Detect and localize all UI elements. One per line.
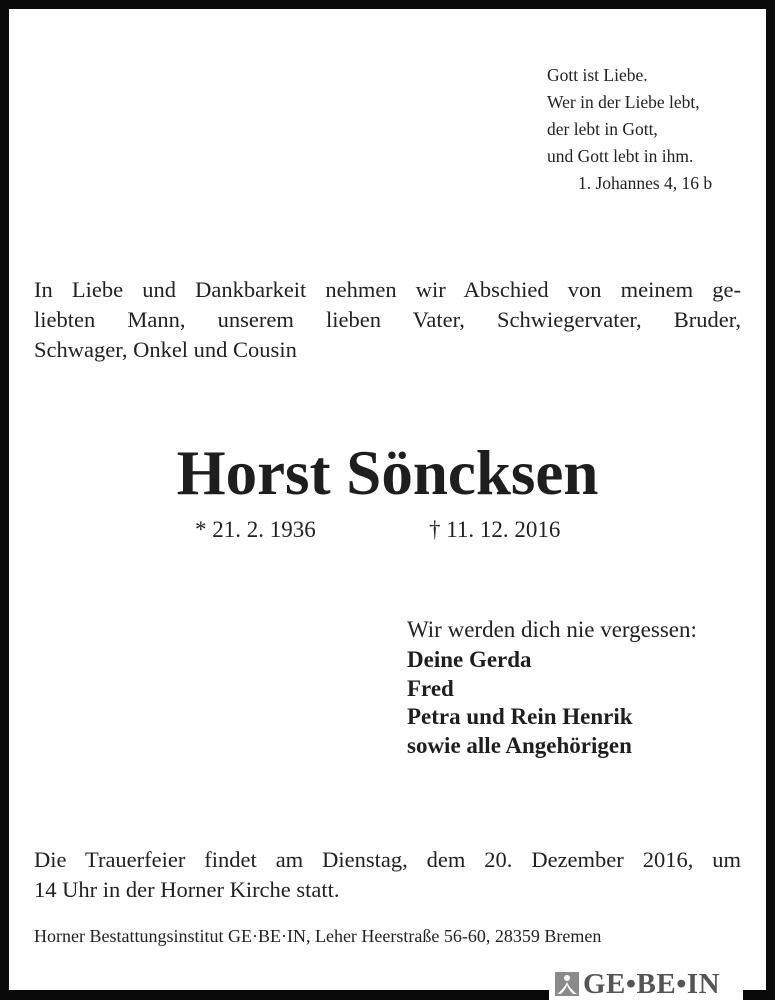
gebein-logo-icon (555, 972, 579, 996)
survivors-lead: Wir werden dich nie vergessen: (407, 617, 697, 642)
verse-line: der lebt in Gott, (547, 119, 658, 139)
birth-date: * 21. 2. 1936 (195, 517, 316, 542)
gebein-logo (549, 968, 743, 1000)
verse-reference: 1. Johannes 4, 16 b (578, 173, 713, 193)
funeral-notice (34, 845, 741, 905)
survivor-name: Petra und Rein Henrik (407, 704, 633, 729)
survivors-block (407, 615, 697, 760)
funeral-line: 14 Uhr in der Horner Kirche statt. (34, 877, 340, 902)
survivor-name: Deine Gerda (407, 647, 532, 672)
intro-line: Schwager, Onkel und Cousin (34, 337, 297, 362)
undertaker-info: Horner Bestattungsinstitut GE·BE·IN, Leher Heerstraße 56-60, 28359 Bremen (34, 926, 602, 946)
deceased-name: Horst Söncksen (176, 438, 599, 508)
intro-line: liebten Mann, unserem lieben Vater, Schwiegervater, Bruder, (34, 307, 741, 332)
intro-line: In Liebe und Dankbarkeit nehmen wir Abschied von meinem ge- (34, 277, 741, 302)
obituary-page (9, 9, 766, 990)
verse-line: Wer in der Liebe lebt, (547, 92, 700, 112)
survivor-name: sowie alle Angehörigen (407, 732, 632, 758)
logo-text: GE•BE•IN (583, 968, 721, 1000)
funeral-line: Die Trauerfeier findet am Dienstag, dem 20. Dezember 2016, um (34, 847, 741, 872)
survivor-name: Fred (407, 675, 454, 701)
bible-verse (547, 62, 712, 197)
intro-text (34, 275, 741, 365)
death-date: † 11. 12. 2016 (429, 517, 561, 542)
verse-line: und Gott lebt in ihm. (547, 146, 694, 166)
verse-line: Gott ist Liebe. (547, 65, 648, 85)
